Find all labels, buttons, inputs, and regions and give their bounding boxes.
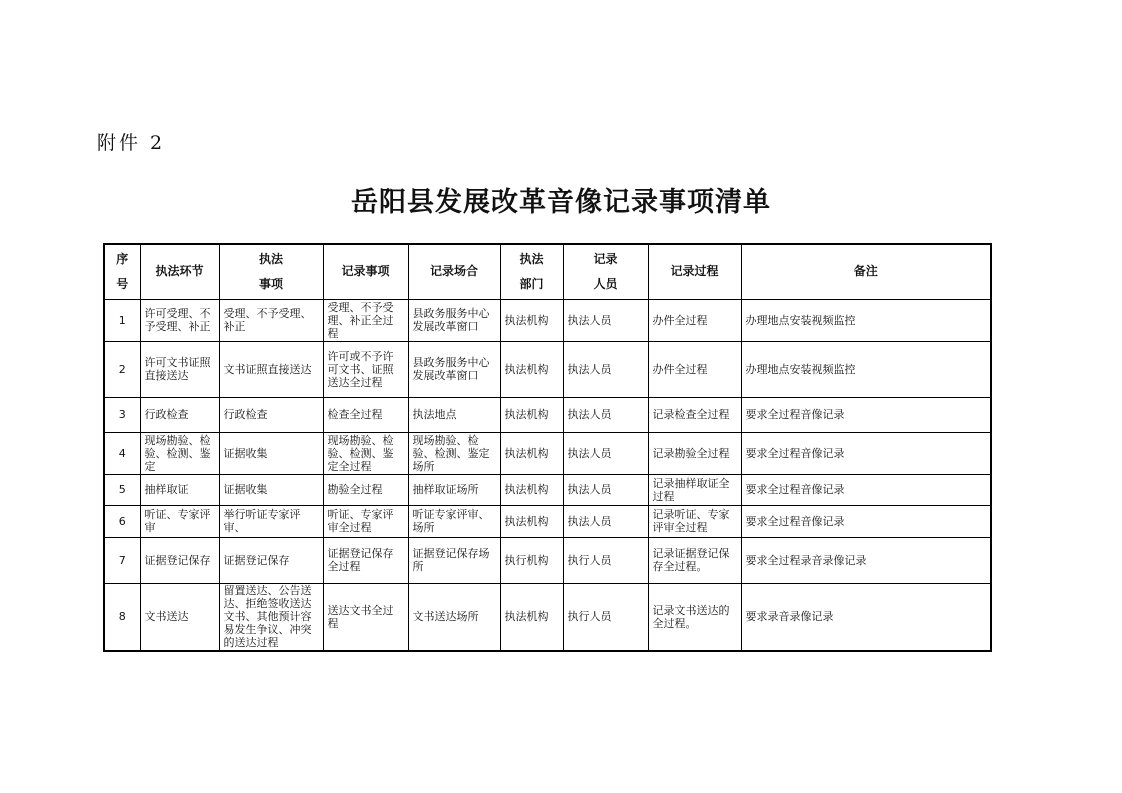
cell-person: 执法人员 [563, 341, 648, 397]
cell-process: 记录证据登记保存全过程。 [648, 537, 741, 583]
cell-person: 执行人员 [563, 537, 648, 583]
cell-place: 证据登记保存场所 [408, 537, 500, 583]
cell-link: 抽样取证 [140, 474, 219, 505]
cell-link: 听证、专家评审 [140, 505, 219, 537]
table-row [104, 474, 991, 505]
cell-record: 许可或不予许可文书、证照送达全过程 [323, 341, 408, 397]
cell-dept: 执法机构 [500, 397, 563, 432]
cell-no: 5 [104, 474, 140, 505]
record-items-table [103, 243, 992, 652]
header-enforcement-link: 执法环节 [140, 244, 219, 299]
cell-process: 记录听证、专家评审全过程 [648, 505, 741, 537]
cell-person: 执法人员 [563, 299, 648, 341]
table-row [104, 583, 991, 651]
cell-item: 文书证照直接送达 [219, 341, 323, 397]
cell-link: 许可受理、不予受理、补正 [140, 299, 219, 341]
cell-process: 记录抽样取证全过程 [648, 474, 741, 505]
cell-process: 办件全过程 [648, 341, 741, 397]
cell-place: 执法地点 [408, 397, 500, 432]
cell-item: 留置送达、公告送达、拒绝签收送达文书、其他预计容易发生争议、冲突的送达过程 [219, 583, 323, 651]
cell-person: 执法人员 [563, 432, 648, 474]
cell-link: 文书送达 [140, 583, 219, 651]
cell-link: 现场勘验、检验、检测、鉴定 [140, 432, 219, 474]
cell-dept: 执法机构 [500, 505, 563, 537]
page-title: 岳阳县发展改革音像记录事项清单 [351, 187, 771, 218]
cell-dept: 执法机构 [500, 341, 563, 397]
table-row [104, 341, 991, 397]
table-row [104, 537, 991, 583]
cell-record: 现场勘验、检验、检测、鉴定全过程 [323, 432, 408, 474]
cell-dept: 执法机构 [500, 299, 563, 341]
cell-no: 1 [104, 299, 140, 341]
cell-no: 3 [104, 397, 140, 432]
cell-place: 文书送达场所 [408, 583, 500, 651]
cell-dept: 执行机构 [500, 537, 563, 583]
cell-note: 要求全过程录音录像记录 [741, 537, 991, 583]
cell-link: 行政检查 [140, 397, 219, 432]
cell-note: 办理地点安装视频监控 [741, 299, 991, 341]
cell-place: 听证专家评审、场所 [408, 505, 500, 537]
cell-no: 8 [104, 583, 140, 651]
cell-note: 要求全过程音像记录 [741, 505, 991, 537]
cell-no: 4 [104, 432, 140, 474]
table-row [104, 505, 991, 537]
cell-process: 办件全过程 [648, 299, 741, 341]
cell-note: 要求全过程音像记录 [741, 474, 991, 505]
cell-record: 证据登记保存全过程 [323, 537, 408, 583]
header-note: 备注 [741, 244, 991, 299]
cell-process: 记录文书送达的全过程。 [648, 583, 741, 651]
header-record-item: 记录事项 [323, 244, 408, 299]
cell-link: 证据登记保存 [140, 537, 219, 583]
attachment-label: 附件 2 [97, 132, 166, 154]
cell-person: 执行人员 [563, 583, 648, 651]
cell-place: 抽样取证场所 [408, 474, 500, 505]
cell-item: 行政检查 [219, 397, 323, 432]
table-row [104, 397, 991, 432]
header-recorder: 记录 人员 [563, 244, 648, 299]
header-no: 序 号 [104, 244, 140, 299]
cell-item: 受理、不予受理、补正 [219, 299, 323, 341]
cell-record: 送达文书全过程 [323, 583, 408, 651]
cell-note: 要求全过程音像记录 [741, 432, 991, 474]
table-header-row [104, 244, 991, 299]
cell-link: 许可文书证照直接送达 [140, 341, 219, 397]
cell-process: 记录勘验全过程 [648, 432, 741, 474]
cell-item: 证据收集 [219, 432, 323, 474]
header-enforcement-item: 执法 事项 [219, 244, 323, 299]
cell-item: 证据收集 [219, 474, 323, 505]
cell-person: 执法人员 [563, 505, 648, 537]
cell-dept: 执法机构 [500, 432, 563, 474]
cell-record: 受理、不予受理、补正全过程 [323, 299, 408, 341]
cell-no: 6 [104, 505, 140, 537]
cell-record: 检查全过程 [323, 397, 408, 432]
table-row [104, 432, 991, 474]
header-department: 执法 部门 [500, 244, 563, 299]
header-record-place: 记录场合 [408, 244, 500, 299]
cell-item: 证据登记保存 [219, 537, 323, 583]
header-record-process: 记录过程 [648, 244, 741, 299]
cell-dept: 执法机构 [500, 474, 563, 505]
cell-place: 县政务服务中心发展改革窗口 [408, 299, 500, 341]
cell-note: 办理地点安装视频监控 [741, 341, 991, 397]
table-row [104, 299, 991, 341]
cell-note: 要求全过程音像记录 [741, 397, 991, 432]
cell-dept: 执法机构 [500, 583, 563, 651]
cell-place: 现场勘验、检验、检测、鉴定场所 [408, 432, 500, 474]
cell-person: 执法人员 [563, 474, 648, 505]
cell-record: 听证、专家评审全过程 [323, 505, 408, 537]
cell-person: 执法人员 [563, 397, 648, 432]
cell-place: 县政务服务中心发展改革窗口 [408, 341, 500, 397]
cell-no: 7 [104, 537, 140, 583]
cell-note: 要求录音录像记录 [741, 583, 991, 651]
cell-item: 举行听证专家评审、 [219, 505, 323, 537]
cell-record: 勘验全过程 [323, 474, 408, 505]
cell-no: 2 [104, 341, 140, 397]
cell-process: 记录检查全过程 [648, 397, 741, 432]
